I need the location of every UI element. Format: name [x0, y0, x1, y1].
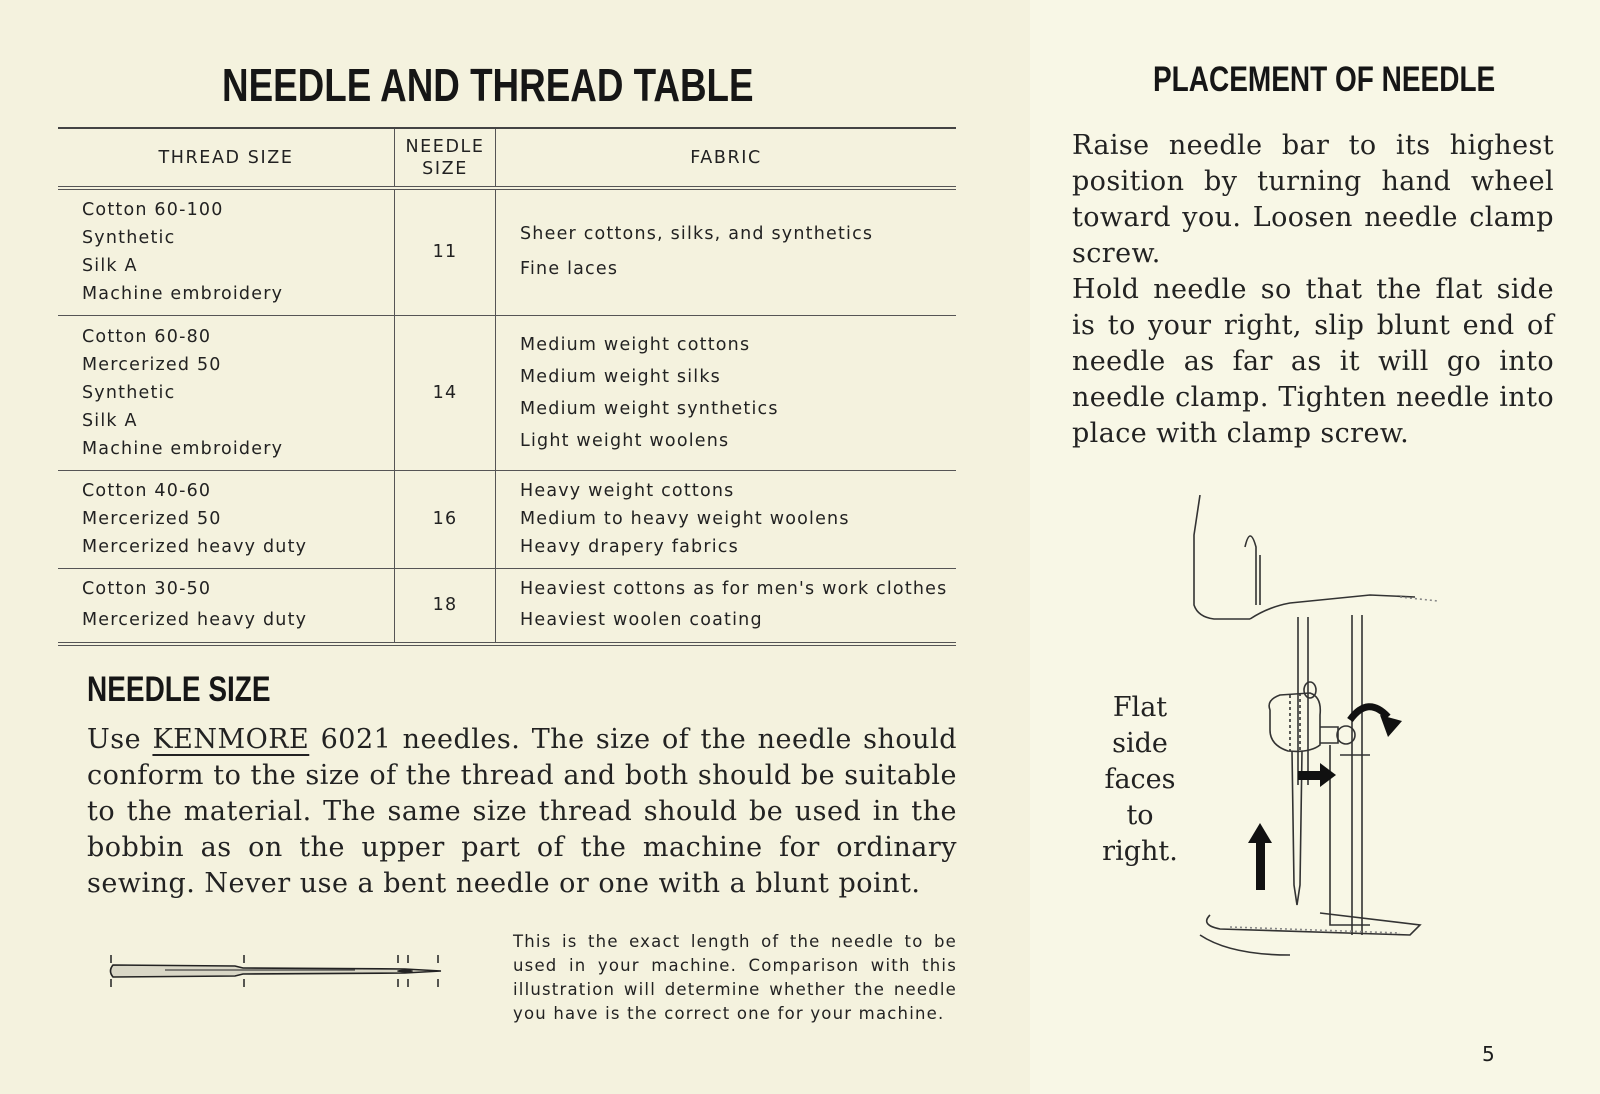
placement-instructions — [1072, 128, 1554, 452]
needle-thread-table — [58, 127, 956, 646]
placement-paragraph: Raise needle bar to its highest position by turning hand wheel toward you. Loosen needle clamp screw. — [1072, 130, 1554, 269]
fabric-line: Medium weight cottons — [520, 334, 751, 355]
fabric-line: Medium weight synthetics — [520, 398, 779, 419]
needle-size-text-start: Use — [87, 724, 153, 755]
fabric-line: Heavy drapery fabrics — [520, 537, 739, 557]
fabric-cell — [496, 188, 957, 315]
thread-line: Synthetic — [82, 228, 176, 249]
flat-side-word: faces — [1104, 764, 1176, 795]
fabric-line: Fine laces — [520, 259, 619, 280]
flat-side-word: right. — [1102, 836, 1178, 867]
thread-line: Silk A — [82, 410, 138, 431]
table-row — [58, 315, 956, 470]
page-number: 5 — [1482, 1042, 1495, 1066]
needle-size-cell: 11 — [395, 188, 496, 315]
needle-size-cell: 18 — [395, 568, 496, 644]
header-thread-size: THREAD SIZE — [58, 128, 395, 188]
fabric-line: Light weight woolens — [520, 430, 730, 451]
needle-placement-illustration — [1170, 495, 1450, 985]
thread-line: Silk A — [82, 256, 138, 277]
flat-side-word: Flat — [1112, 692, 1168, 723]
actual-size-needle-icon — [105, 955, 450, 995]
table-header-row — [58, 128, 956, 188]
thread-line: Cotton 30-50 — [82, 579, 212, 600]
thread-cell — [58, 188, 395, 315]
thread-line: Cotton 60-100 — [82, 200, 224, 221]
header-needle-size-line1: NEEDLE — [405, 136, 485, 157]
placement-paragraph: Hold needle so that the flat side is to your right, slip blunt end of needle as far as it will go into needle clamp. Tighten needle into place with clamp screw. — [1072, 274, 1554, 449]
header-needle-size-line2: SIZE — [422, 158, 468, 179]
page-title: NEEDLE AND THREAD TABLE — [222, 59, 754, 111]
table-row — [58, 568, 956, 644]
thread-cell — [58, 568, 395, 644]
needle-size-cell: 14 — [395, 315, 496, 470]
header-needle-size — [395, 128, 496, 188]
header-fabric: FABRIC — [496, 128, 957, 188]
thread-cell — [58, 315, 395, 470]
fabric-line: Heaviest cottons as for men's work clothes — [520, 579, 948, 600]
fabric-line: Medium to heavy weight woolens — [520, 509, 850, 529]
placement-heading: PLACEMENT OF NEEDLE — [1153, 60, 1496, 99]
fabric-cell — [496, 315, 957, 470]
thread-line: Mercerized heavy duty — [82, 610, 308, 631]
fabric-line: Heaviest woolen coating — [520, 610, 763, 631]
flat-side-word: to — [1126, 800, 1154, 831]
needle-size-cell: 16 — [395, 470, 496, 568]
table-row — [58, 188, 956, 315]
thread-line: Mercerized 50 — [82, 509, 222, 529]
thread-line: Machine embroidery — [82, 438, 284, 459]
fabric-line: Medium weight silks — [520, 366, 721, 387]
fabric-line: Sheer cottons, silks, and synthetics — [520, 224, 874, 245]
fabric-line: Heavy weight cottons — [520, 481, 735, 501]
thread-cell — [58, 470, 395, 568]
needle-size-paragraph — [87, 722, 957, 902]
fabric-cell — [496, 568, 957, 644]
thread-line: Cotton 40-60 — [82, 481, 212, 501]
thread-line: Cotton 60-80 — [82, 326, 212, 347]
table-row — [58, 470, 956, 568]
kenmore-brand: KENMORE — [152, 724, 310, 755]
fabric-cell — [496, 470, 957, 568]
thread-line: Mercerized 50 — [82, 354, 222, 375]
needle-length-caption: This is the exact length of the needle to be used in your machine. Comparison with this illustration will determine whether the needle you have is the correct one for your machine. — [513, 932, 957, 1023]
needle-size-text-rest: 6021 needles. The size of the needle should conform to the size of the thread and both should be suitable to the material. The same size thread should be used in the bobbin as on the upper part of the machine for ordinary sewing. Never use a bent needle or one with a blunt point. — [87, 724, 957, 899]
flat-side-word: side — [1112, 728, 1168, 759]
thread-line: Machine embroidery — [82, 284, 284, 305]
thread-line: Mercerized heavy duty — [82, 537, 308, 557]
thread-line: Synthetic — [82, 382, 176, 403]
needle-size-heading: NEEDLE SIZE — [87, 670, 271, 709]
